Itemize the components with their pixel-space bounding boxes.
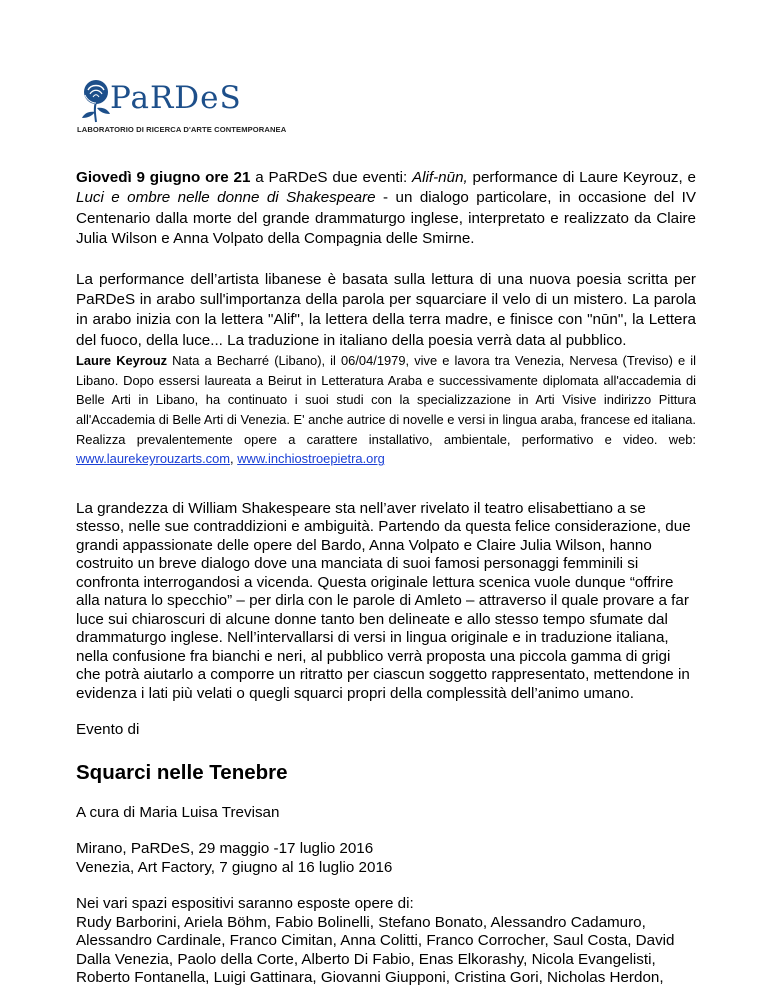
evento-label: Evento di xyxy=(76,721,140,739)
performance-paragraph: La performance dell’artista libanese è basata sulla lettura di una nuova poesia scritta per PaRDeS in arabo sull'importanza della parola per squarciare il velo di un mistero. La parola in arabo inizia con la lettera "Alif", la lettera della terra madre, e finisce con "nūn", la Lettera del fuoco, della luce... La traduzione in italiano della poesia verrà data al pubblico. xyxy=(76,270,696,349)
logo-subtitle: LABORATORIO DI RICERCA D'ARTE CONTEMPORANEA xyxy=(77,125,287,134)
event-date: Giovedì 9 giugno ore 21 xyxy=(76,169,251,186)
curator: A cura di Maria Luisa Trevisan xyxy=(76,803,280,821)
link-laurekeyrouzarts[interactable]: www.laurekeyrouzarts.com xyxy=(76,451,231,467)
venue-venezia: Venezia, Art Factory, 7 giugno al 16 luglio 2016 xyxy=(76,858,393,876)
bio-name: Laure Keyrouz xyxy=(76,353,168,369)
venue-mirano: Mirano, PaRDeS, 29 maggio -17 luglio 2016 xyxy=(76,840,374,858)
link-inchiostroepietra[interactable]: www.inchiostroepietra.org xyxy=(237,451,385,467)
bio-paragraph: Laure Keyrouz Nata a Becharré (Libano), il 06/04/1979, vive e lavora tra Venezia, Nervesa (Treviso) e il Libano. Dopo essersi laureata a Beirut in Letteratura Araba e successivamente diplomata all'accademia di Belle Arti in Libano, ha continuato i suoi studi con la specializzazione in Arti Visive indirizzo Pittura all'Accademia di Belle Arti di Venezia. E' anche autrice di novelle e versi in lingua araba, francese ed italiana. Realizza prevalentemente opere a carattere installativo, ambientale, performativo e video. web: www.laurekeyrouzarts.com, www.inchiostroepietra.org xyxy=(76,353,697,467)
artists-list: Rudy Barborini, Ariela Böhm, Fabio Bolinelli, Stefano Bonato, Alessandro Cadamuro, Alessandro Cardinale, Franco Cimitan, Anna Colitti, Franco Corrocher, Saul Costa, David Dalla Venezia, Paolo della Corte, Alberto Di Fabio, Enas Elkorashy, Nicola Evangelisti, Roberto Fontanella, Luigi Gattinara, Giovanni Giupponi, Cristina Gori, Nicholas Herdon, xyxy=(76,913,675,987)
intro-paragraph: Giovedì 9 giugno ore 21 a PaRDeS due eventi: Alif-nūn, performance di Laure Keyrouz, e Luci e ombre nelle donne di Shakespeare - un dialogo particolare, in occasione del IV Centenario dalla morte del grande drammaturgo inglese, interpretato e realizzato da Claire Julia Wilson e Anna Volpato della Compagnia delle Smirne. xyxy=(76,169,696,248)
event-title: Squarci nelle Tenebre xyxy=(76,760,288,784)
performance-title: Alif-nūn, xyxy=(412,169,468,186)
shakespeare-paragraph: La grandezza di William Shakespeare sta nell’aver rivelato il teatro elisabettiano a se stesso, nelle sue contraddizioni e ambiguità. Partendo da questa felice considerazione, due grandi appassionate delle opere del Bardo, Anna Volpato e Claire Julia Wilson, hanno costruito un breve dialogo dove una manciata di suoi famosi personaggi femminili si confronta interrogandosi a vicenda. Questa originale lettura scenica vuole dunque “offrire alla natura lo specchio” – per dirla con le parole di Amleto – attraverso il quale provare a far luce sui chiaroscuri di alcune donne tanto ben delineate e allo stesso tempo sfumate dal drammaturgo inglese. Nell’intervallarsi di versi in lingua originale e in traduzione italiana, nella confusione fra bianchi e neri, al pubblico verrà proposta una piccola gamma di grigi che potrà aiutarlo a comporre un ritratto per ciascun soggetto rappresentato, mettendone in evidenza i lati più velati o quegli squarci propri della complessità dell’animo umano. xyxy=(76,499,691,702)
logo-brand: PaRDeS xyxy=(110,80,242,116)
pardes-logo xyxy=(76,78,287,138)
reading-title: Luci e ombre nelle donne di Shakespeare xyxy=(76,189,376,207)
artists-intro: Nei vari spazi espositivi saranno esposte opere di: xyxy=(76,895,414,913)
document-body xyxy=(76,168,696,988)
